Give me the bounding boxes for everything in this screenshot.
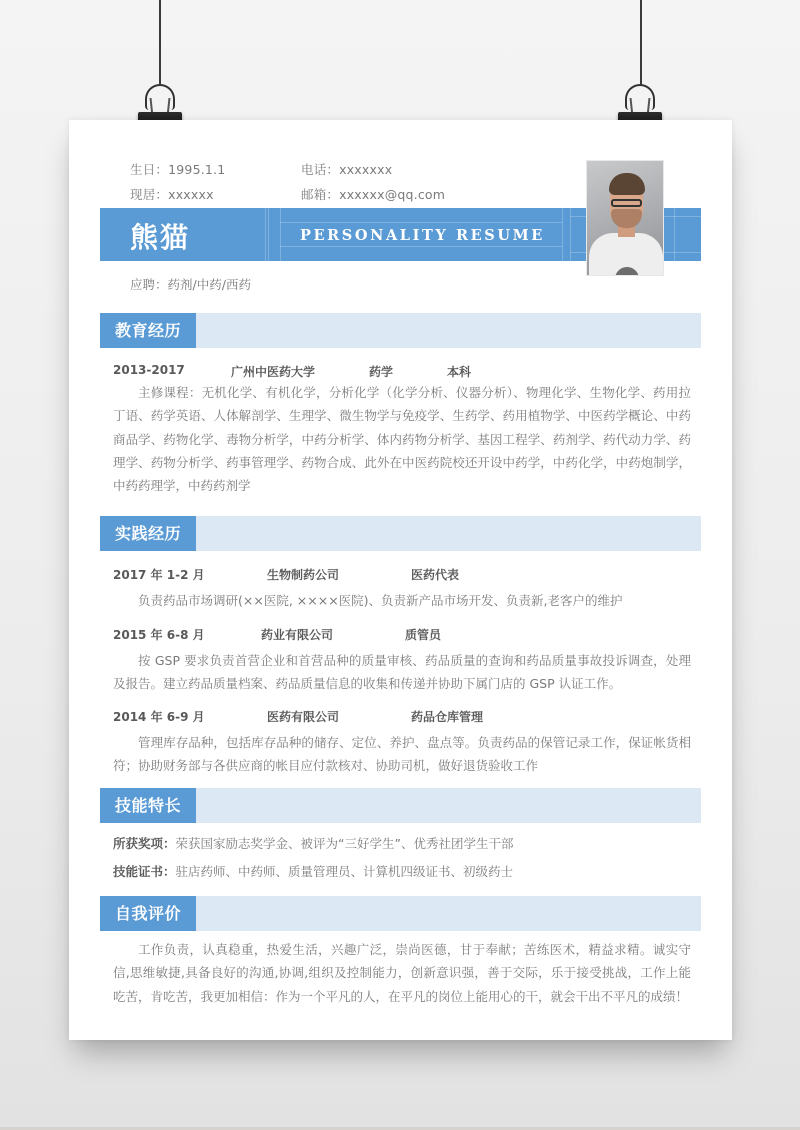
residence-value: xxxxxx — [168, 187, 214, 202]
entry-role: 医药代表 — [411, 568, 460, 582]
section-header-education — [100, 313, 701, 348]
email-label: 邮箱： — [301, 187, 340, 202]
entry-school: 广州中医药大学 — [231, 365, 316, 379]
entry-company: 生物制药公司 — [267, 568, 340, 582]
section-title: 自我评价 — [100, 896, 196, 931]
section-header-practice — [100, 516, 701, 551]
entry-major: 药学 — [369, 365, 394, 379]
entry-period: 2017 年 1-2 月 — [113, 568, 205, 582]
apply-position — [130, 275, 251, 293]
phone-label: 电话： — [301, 162, 340, 177]
entry-period: 2014 年 6-9 月 — [113, 710, 205, 724]
entry-period: 2013-2017 — [113, 363, 185, 377]
certificates-label: 技能证书： — [113, 864, 176, 879]
section-title: 实践经历 — [100, 516, 196, 551]
education-description: 主修课程：无机化学、有机化学，分析化学（化学分析、仪器分析）、物理化学、生物化学、药用拉丁语、药学英语、人体解剖学、生理学、微生物学与免疫学、生药学、药用植物学、中医药学概论、中药商品学、药物化学、毒物分析学，中药分析学、体内药物分析学、基因工程学、药剂学、药代动力学、药理学、药物分析学、药事管理学、药物合成、此外在中医药院校还开设中药学，中药化学，中药炮制学，中药药理学，中药药剂学 — [113, 385, 691, 494]
self-evaluation-text: 工作负责，认真稳重，热爱生活，兴趣广泛，崇尚医德，甘于奉献；苦练医术，精益求精。诚实守信,思维敏捷,具备良好的沟通,协调,组织及控制能力，创新意识强，善于交际，乐于接受挑战，工作上能吃苦，肯吃苦，我更加相信：作为一个平凡的人，在平凡的岗位上能用心的干，就会干出不平凡的成绩！ — [113, 942, 691, 1004]
candidate-name: 熊猫 — [130, 221, 191, 254]
certificates-line — [113, 862, 513, 880]
practice-description: 负责药品市场调研(××医院, ××××医院)、负责新产品市场开发、负责新,老客户的维护 — [138, 593, 623, 608]
certificates-value: 驻店药师、中药师、质量管理员、计算机四级证书、初级药士 — [175, 864, 514, 879]
section-header-self-evaluation — [100, 896, 701, 931]
section-title: 技能特长 — [100, 788, 196, 823]
practice-description: 管理库存品种，包括库存品种的储存、定位、养护、盘点等。负责药品的保管记录工作，保证帐货相符；协助财务部与各供应商的帐目应付款核对、协助司机，做好退货验收工作 — [113, 735, 691, 774]
apply-label: 应聘： — [130, 277, 168, 292]
entry-role: 质管员 — [405, 628, 442, 642]
resume-paper — [69, 120, 732, 1040]
entry-period: 2015 年 6-8 月 — [113, 628, 205, 642]
email-field — [301, 185, 445, 203]
birthday-value: 1995.1.1 — [168, 162, 226, 177]
residence-field — [130, 185, 214, 203]
entry-company: 药业有限公司 — [261, 628, 334, 642]
section-title: 教育经历 — [100, 313, 196, 348]
awards-value: 荣获国家励志奖学金、被评为“三好学生”、优秀社团学生干部 — [175, 836, 514, 851]
birthday-field — [130, 160, 225, 178]
awards-label: 所获奖项： — [113, 836, 176, 851]
portrait-photo — [586, 160, 664, 276]
entry-degree: 本科 — [447, 365, 472, 379]
apply-value: 药剂/中药/西药 — [167, 277, 251, 292]
hanging-string-left — [159, 0, 161, 86]
entry-role: 药品仓库管理 — [411, 710, 484, 724]
hanging-string-right — [640, 0, 642, 86]
email-value: xxxxxx@qq.com — [339, 187, 446, 202]
birthday-label: 生日： — [130, 162, 169, 177]
phone-value: xxxxxxx — [339, 162, 393, 177]
entry-company: 医药有限公司 — [267, 710, 340, 724]
section-header-skills — [100, 788, 701, 823]
practice-description: 按 GSP 要求负责首营企业和首营品种的质量审核、药品质量的查询和药品质量事故投诉调查，处理及报告。建立药品质量档案、药品质量信息的收集和传递并协助下属门店的 GSP 认证工作。 — [113, 653, 691, 692]
awards-line — [113, 834, 513, 852]
phone-field — [301, 160, 392, 178]
resume-subtitle: PERSONALITY RESUME — [300, 227, 545, 244]
residence-label: 现居： — [130, 187, 169, 202]
